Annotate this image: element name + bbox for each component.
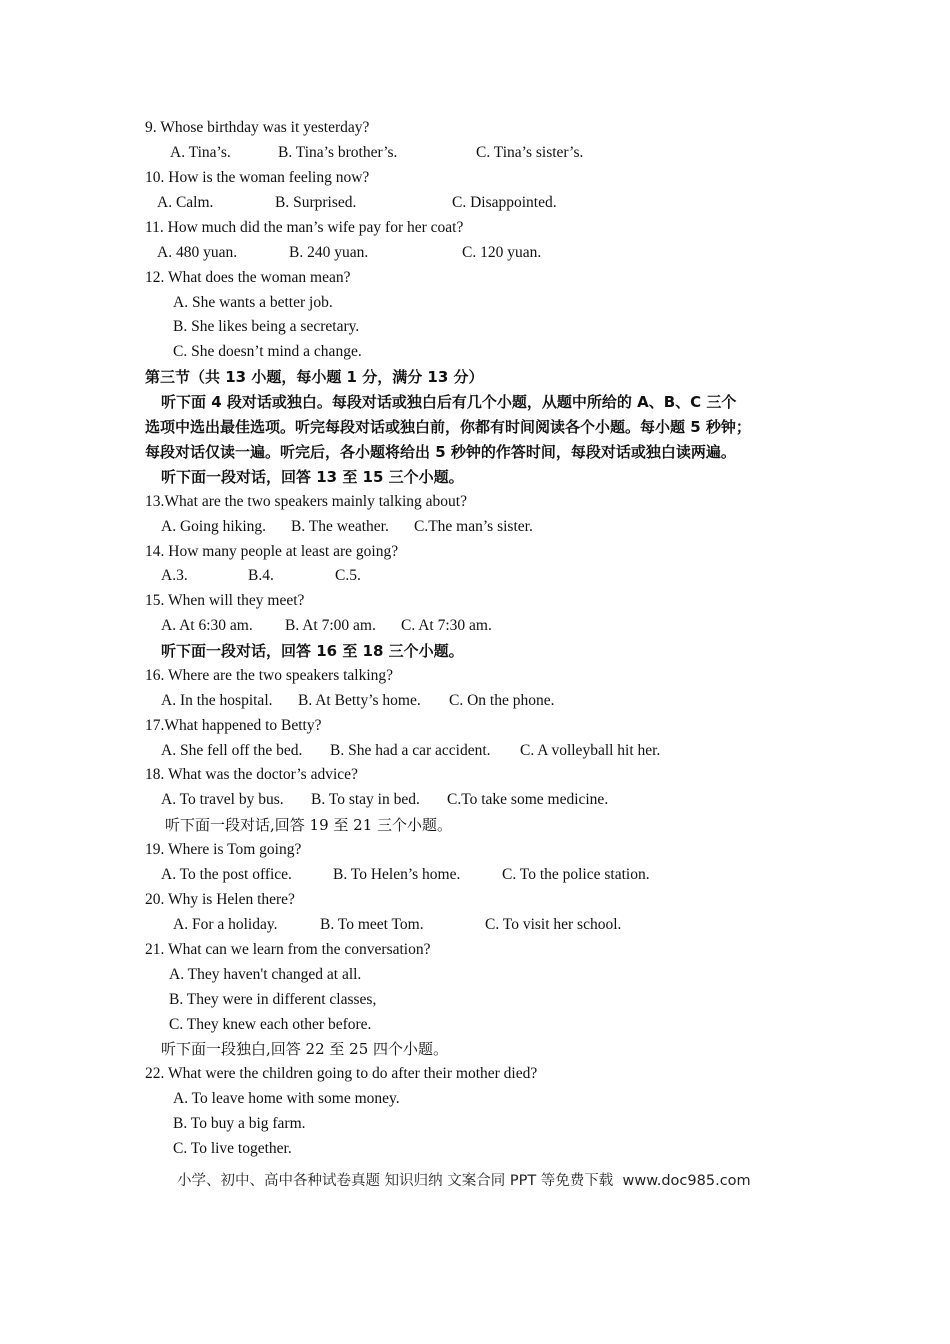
option-c: C. 120 yuan.	[462, 244, 542, 261]
question-stem: 21. What can we learn from the conversation?	[145, 941, 431, 958]
option-b: B. 240 yuan.	[289, 244, 369, 261]
option-b: B. To stay in bed.	[311, 791, 420, 808]
section-instructions-line: 听下面 4 段对话或独白。每段对话或独白后有几个小题，从题中所给的 A、B、C 三个	[161, 393, 737, 411]
option-a: A. For a holiday.	[173, 916, 278, 933]
question-stem: 19. Where is Tom going?	[145, 841, 302, 858]
question-stem: 10. How is the woman feeling now?	[145, 169, 370, 186]
option-c: C. To visit her school.	[485, 916, 622, 933]
option-b: B. To buy a big farm.	[173, 1115, 306, 1132]
option-c: C.5.	[335, 567, 361, 584]
question-stem: 18. What was the doctor’s advice?	[145, 766, 358, 783]
option-a: A. To travel by bus.	[161, 791, 284, 808]
option-a: A. She wants a better job.	[173, 294, 333, 311]
option-a: A. To leave home with some money.	[173, 1090, 400, 1107]
option-b: B. They were in different classes,	[169, 991, 377, 1008]
option-a: A. Tina’s.	[170, 144, 231, 161]
option-a: A. She fell off the bed.	[161, 742, 303, 759]
option-b: B. To meet Tom.	[320, 916, 424, 933]
option-c: C. On the phone.	[449, 692, 555, 709]
option-a: A. Going hiking.	[161, 518, 267, 535]
option-a: A. At 6:30 am.	[161, 617, 253, 634]
question-stem: 17.What happened to Betty?	[145, 717, 322, 734]
option-c: C.To take some medicine.	[447, 791, 609, 808]
question-stem: 9. Whose birthday was it yesterday?	[145, 119, 370, 136]
option-c: C. To live together.	[173, 1140, 292, 1157]
footer-text: 小学、初中、高中各种试卷真题 知识归纳 文案合同 PPT 等免费下载	[177, 1173, 614, 1189]
option-c: C. At 7:30 am.	[401, 617, 492, 634]
question-stem: 14. How many people at least are going?	[145, 543, 399, 560]
option-a: A. In the hospital.	[161, 692, 273, 709]
question-stem: 13.What are the two speakers mainly talking about?	[145, 493, 467, 510]
option-c: C. A volleyball hit her.	[520, 742, 661, 759]
option-b: B. To Helen’s home.	[333, 866, 461, 883]
option-a: A. 480 yuan.	[157, 244, 238, 261]
section-instructions-line: 选项中选出最佳选项。听完每段对话或独白前，你都有时间阅读各个小题。每小题 5 秒钟；	[145, 418, 751, 436]
option-c: C. Disappointed.	[452, 194, 557, 211]
question-stem: 22. What were the children going to do after their mother died?	[145, 1065, 538, 1082]
option-b: B. At 7:00 am.	[285, 617, 376, 634]
option-c: C. To the police station.	[502, 866, 650, 883]
dialogue-direction: 听下面一段对话，回答 13 至 15 三个小题。	[161, 468, 464, 486]
option-c: C. Tina’s sister’s.	[476, 144, 584, 161]
section-instructions-line: 每段对话仅读一遍。听完后，各小题将给出 5 秒钟的作答时间，每段对话或独白读两遍。	[145, 443, 736, 461]
dialogue-direction: 听下面一段对话，回答 16 至 18 三个小题。	[161, 642, 464, 660]
option-b: B. She had a car accident.	[330, 742, 491, 759]
option-a: A. Calm.	[157, 194, 214, 211]
question-stem: 20. Why is Helen there?	[145, 891, 295, 908]
dialogue-direction: 听下面一段独白,回答 22 至 25 四个小题。	[161, 1040, 449, 1058]
option-a: A. They haven't changed at all.	[169, 966, 362, 983]
question-stem: 16. Where are the two speakers talking?	[145, 667, 394, 684]
option-c: C. They knew each other before.	[169, 1016, 372, 1033]
option-b: B. She likes being a secretary.	[173, 318, 360, 335]
question-stem: 11. How much did the man’s wife pay for her coat?	[145, 219, 464, 236]
option-b: B. At Betty’s home.	[298, 692, 421, 709]
option-a: A. To the post office.	[161, 866, 292, 883]
option-b: B. Tina’s brother’s.	[278, 144, 398, 161]
option-c: C.The man’s sister.	[414, 518, 533, 535]
question-stem: 15. When will they meet?	[145, 592, 305, 609]
option-b: B. Surprised.	[275, 194, 357, 211]
section-heading: 第三节（共 13 小题，每小题 1 分，满分 13 分）	[145, 368, 484, 386]
page-footer	[177, 1171, 751, 1191]
footer-link[interactable]: www.doc985.com	[622, 1173, 751, 1189]
dialogue-direction: 听下面一段对话,回答 19 至 21 三个小题。	[165, 816, 453, 834]
option-b: B. The weather.	[291, 518, 389, 535]
option-c: C. She doesn’t mind a change.	[173, 343, 362, 360]
option-b: B.4.	[248, 567, 274, 584]
question-stem: 12. What does the woman mean?	[145, 269, 351, 286]
option-a: A.3.	[161, 567, 188, 584]
